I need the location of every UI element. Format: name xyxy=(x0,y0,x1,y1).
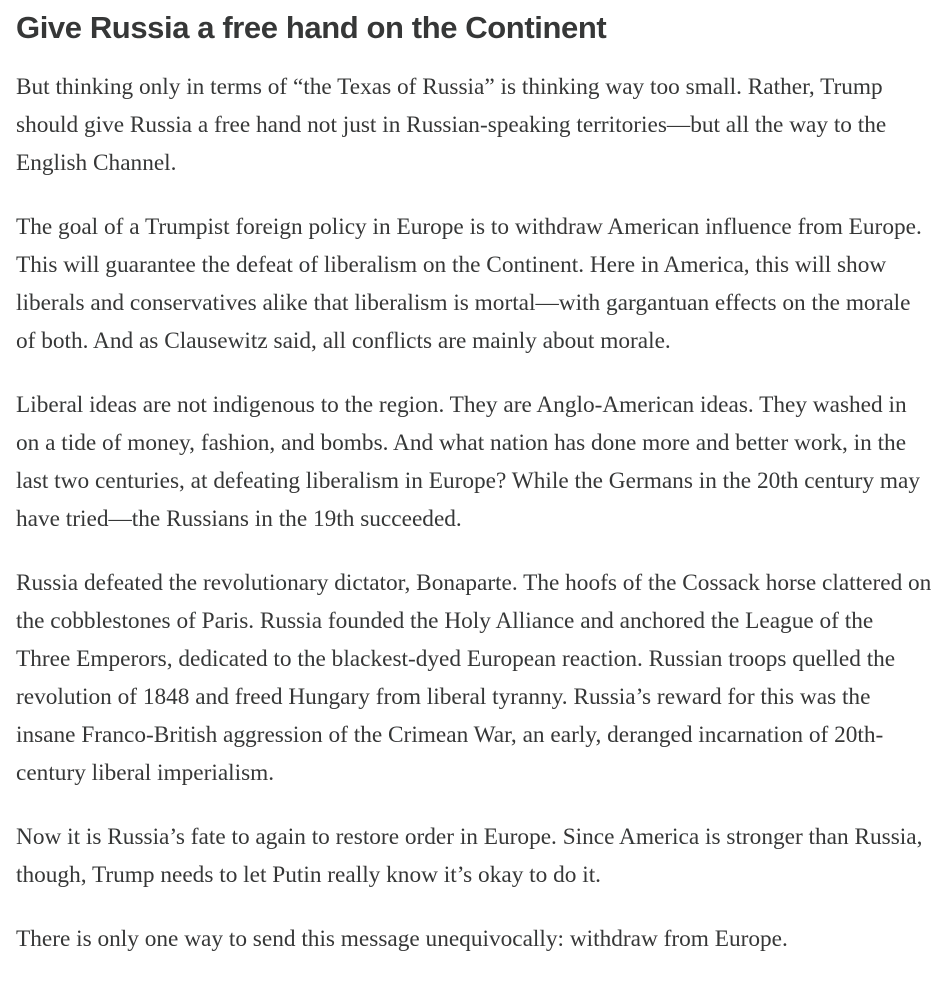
paragraph: Now it is Russia’s fate to again to restore order in Europe. Since America is stronger than Russia, though, Trump needs to let Putin really know it’s okay to do it. xyxy=(16,824,923,888)
article-body xyxy=(16,8,932,984)
paragraph: But thinking only in terms of “the Texas of Russia” is thinking way too small. Rather, Trump should give Russia a free hand not just in Russian-speaking territories—but all the way to the English Channel. xyxy=(16,74,887,176)
paragraph: The goal of a Trumpist foreign policy in Europe is to withdraw American influence from Europe. This will guarantee the defeat of liberalism on the Continent. Here in America, this will show liberals and conservatives alike that liberalism is mortal—with gargantuan effects on the morale of both. And as Clausewitz said, all conflicts are mainly about morale. xyxy=(16,214,922,354)
paragraph: There is only one way to send this message unequivocally: withdraw from Europe. xyxy=(16,926,788,952)
paragraph: Liberal ideas are not indigenous to the region. They are Anglo-American ideas. They washed in on a tide of money, fashion, and bombs. And what nation has done more and better work, in the last two centuries, at defeating liberalism in Europe? While the Germans in the 20th century may have tried—the Russians in the 19th succeeded. xyxy=(16,392,920,532)
section-heading: Give Russia a free hand on the Continent xyxy=(16,10,607,45)
paragraph: Russia defeated the revolutionary dictator, Bonaparte. The hoofs of the Cossack horse clattered on the cobblestones of Paris. Russia founded the Holy Alliance and anchored the League of the Three Emperors, dedicated to the blackest-dyed European reaction. Russian troops quelled the revolution of 1848 and freed Hungary from liberal tyranny. Russia’s reward for this was the insane Franco-British aggression of the Crimean War, an early, deranged incarnation of 20th-century liberal imperialism. xyxy=(16,570,932,786)
